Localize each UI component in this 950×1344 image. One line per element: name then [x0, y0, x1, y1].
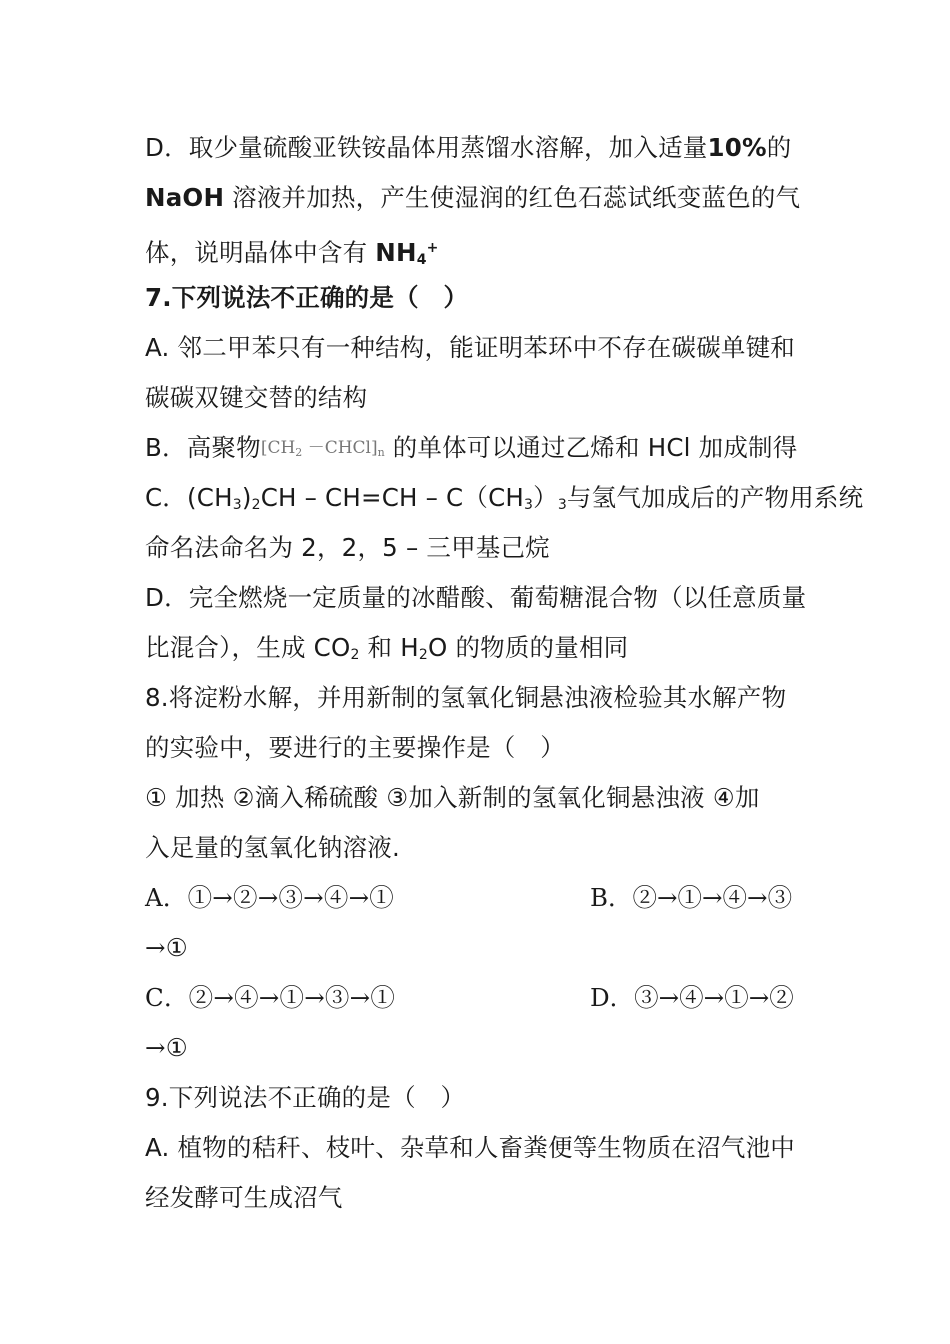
subscript: 2 — [251, 497, 261, 513]
text: 溶液并加热，产生使湿润的红色石蕊试纸变蓝色的气 — [224, 183, 801, 212]
polymer-formula-image — [261, 431, 385, 470]
question-8-option-d-continued: →① — [145, 1033, 188, 1062]
text: NaOH — [145, 183, 225, 212]
text: ） — [533, 483, 558, 512]
formula-part: CH — [267, 438, 296, 458]
text: O 的物质的量相同 — [427, 633, 629, 662]
text: 体，说明晶体中含有 — [145, 238, 376, 267]
text: 和 H — [359, 633, 419, 662]
question-7-option-a-line-1: A. 邻二甲苯只有一种结构，能证明苯环中不存在碳碳单键和 — [145, 333, 796, 362]
text: C．(CH — [145, 483, 233, 512]
text: 10% — [707, 133, 767, 162]
subscript: 3 — [557, 497, 567, 513]
text: 的单体可以通过乙烯和 HCl 加成制得 — [384, 433, 798, 462]
text: CH – CH=CH – C（CH — [260, 483, 524, 512]
subscript: n — [377, 446, 385, 459]
question-8-option-b: B．②→①→④→③ — [590, 883, 793, 912]
question-8-option-b-continued: →① — [145, 933, 188, 962]
bracket: ] — [370, 438, 378, 458]
question-6-option-d-line-3 — [145, 231, 910, 277]
text: ) — [241, 483, 252, 512]
bracket: [ — [260, 438, 268, 458]
question-9-option-a-line-2: 经发酵可生成沼气 — [145, 1183, 343, 1212]
question-9-option-a-line-1: A. 植物的秸秆、枝叶、杂草和人畜粪便等生物质在沼气池中 — [145, 1133, 796, 1162]
question-9-stem: 9.下列说法不正确的是（ ） — [145, 1083, 466, 1112]
superscript: + — [426, 240, 439, 256]
subscript: 2 — [418, 647, 428, 663]
question-8-option-d: D．③→④→①→② — [590, 983, 794, 1012]
question-7-option-d-line-2 — [145, 631, 910, 672]
question-8-stem-line-1: 8.将淀粉水解，并用新制的氢氧化铜悬浊液检验其水解产物 — [145, 683, 787, 712]
text: D．取少量硫酸亚铁铵晶体用蒸馏水溶解，加入适量 — [145, 133, 708, 162]
formula-part: －CHCl — [302, 438, 371, 458]
text: 的 — [766, 133, 792, 162]
subscript: 3 — [232, 497, 242, 513]
question-8-option-c: C．②→④→①→③→① — [145, 983, 396, 1012]
question-8-stem-line-2: 的实验中，要进行的主要操作是（ ） — [145, 733, 565, 762]
text: B．高聚物 — [145, 433, 261, 462]
subscript: 2 — [350, 647, 360, 663]
subscript: 2 — [295, 446, 303, 459]
subscript: 4 — [416, 252, 427, 268]
question-7-option-b — [145, 431, 910, 470]
question-8-steps-line-1: ① 加热 ②滴入稀硫酸 ③加入新制的氢氧化铜悬浊液 ④加 — [145, 783, 760, 812]
question-7-option-a-line-2: 碳碳双键交替的结构 — [145, 383, 368, 412]
question-7-option-c-line-1 — [145, 481, 910, 522]
text: 与氢气加成后的产物用系统 — [566, 483, 864, 512]
subscript: 3 — [524, 497, 534, 513]
question-7-option-d-line-1: D．完全燃烧一定质量的冰醋酸、葡萄糖混合物（以任意质量 — [145, 583, 807, 612]
question-6-option-d-line-1 — [145, 131, 910, 165]
ion-formula: NH — [375, 238, 417, 267]
question-8-option-a: A．①→②→③→④→① — [145, 883, 395, 912]
question-7-option-c-line-2: 命名法命名为 2，2，5 – 三甲基己烷 — [145, 533, 550, 562]
text: 比混合），生成 CO — [145, 633, 351, 662]
question-6-option-d-line-2 — [145, 181, 910, 215]
question-8-steps-line-2: 入足量的氢氧化钠溶液. — [145, 833, 400, 862]
question-7-stem: 7.下列说法不正确的是（ ） — [145, 283, 469, 312]
